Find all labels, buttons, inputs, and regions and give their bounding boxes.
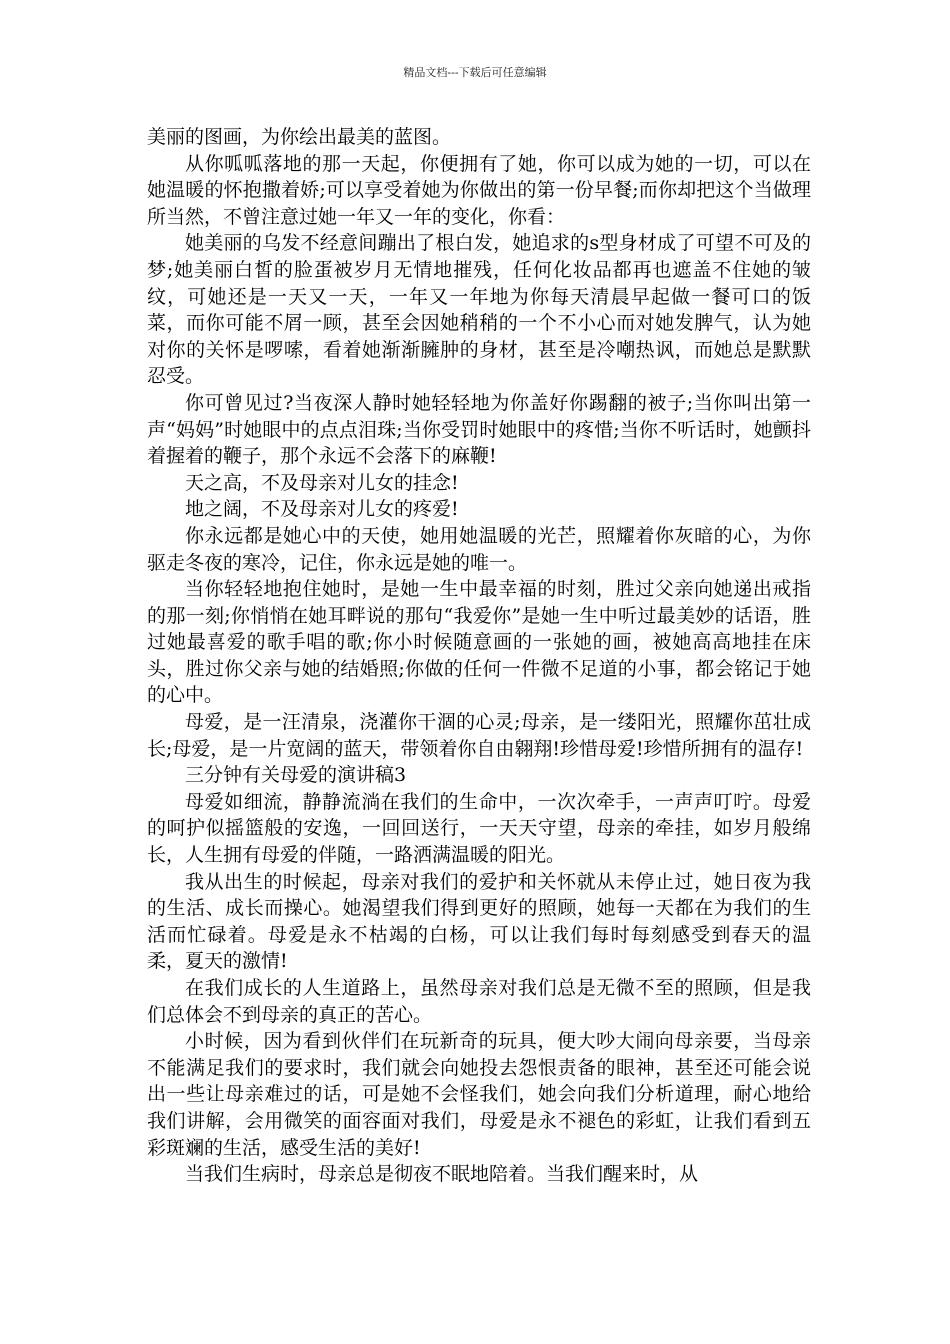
paragraph: 美丽的图画，为你绘出最美的蓝图。 <box>147 126 452 148</box>
section-heading: 三分钟有关母爱的演讲稿3 <box>185 764 407 787</box>
paragraph: 母爱如细流，静静流淌在我们的生命中，一次次牵手，一声声叮咛。母爱的呵护似摇篮般的安逸，一回回送行，一天天守望，母亲的牵挂，如岁月般绵长，人生拥有母爱的伴随，一路洒满温暖的阳光。 <box>147 790 811 867</box>
paragraph: 我从出生的时候起，母亲对我们的爱护和关怀就从未停止过，她日夜为我的生活、成长而操心。她渴望我们得到更好的照顾，她每一天都在为我们的生活而忙碌着。母爱是永不枯竭的白杨，可以让我们每时每刻感受到春天的温柔，夏天的激情! <box>147 870 811 973</box>
paragraph: 当我们生病时，母亲总是彻夜不眠地陪着。当我们醒来时，从 <box>185 1163 699 1186</box>
paragraph: 小时候，因为看到伙伴们在玩新奇的玩具，便大吵大闹向母亲要，当母亲不能满足我们的要求时，我们就会向她投去怨恨责备的眼神，甚至还可能会说出一些让母亲难过的话，可是她不会怪我们，她会向我们分析道理，耐心地给我们讲解，会用微笑的面容面对我们，母爱是永不褪色的彩虹，让我们看到五彩斑斓的生活，感受生活的美好! <box>147 1030 811 1159</box>
paragraph: 她美丽的乌发不经意间蹦出了根白发，她追求的s型身材成了可望不可及的梦;她美丽白皙的脸蛋被岁月无情地摧残，任何化妆品都再也遮盖不住她的皱纹，可她还是一天又一天，一年又一年地为你每天清晨早起做一餐可口的饭菜，而你可能不屑一顾，甚至会因她稍稍的一个不小心而对她发脾气，认为她对你的关怀是啰嗦，看着她渐渐臃肿的身材，甚至是冷嘲热讽，而她总是默默忍受。 <box>147 232 811 388</box>
paragraph: 天之高，不及母亲对儿女的挂念! <box>185 471 459 494</box>
paragraph: 在我们成长的人生道路上，虽然母亲对我们总是无微不至的照顾，但是我们总体会不到母亲的真正的苦心。 <box>147 977 811 1026</box>
paragraph: 地之阔，不及母亲对儿女的疼爱! <box>185 498 459 521</box>
paragraph: 你可曾见过?当夜深人静时她轻轻地为你盖好你踢翻的被子;当你叫出第一声“妈妈”时她眼中的点点泪珠;当你受罚时她眼中的疼惜;当你不听话时，她颤抖着握着的鞭子，那个永远不会落下的麻鞭! <box>147 391 811 468</box>
paragraph: 当你轻轻地抱住她时，是她一生中最幸福的时刻，胜过父亲向她递出戒指的那一刻;你悄悄在她耳畔说的那句“我爱你”是她一生中听过最美妙的话语，胜过她最喜爱的歌手唱的歌;你小时候随意画的一张她的画，被她高高地挂在床头，胜过你父亲与她的结婚照;你做的任何一件微不足道的小事，都会铭记于她的心中。 <box>147 578 811 707</box>
paragraph: 从你呱呱落地的那一天起，你便拥有了她，你可以成为她的一切，可以在她温暖的怀抱撒着娇;可以享受着她为你做出的第一份早餐;而你却把这个当做理所当然，不曾注意过她一年又一年的变化，你看： <box>147 152 811 228</box>
page-header: 精品文档---下载后可任意编辑 <box>403 66 547 79</box>
paragraph: 母爱，是一汪清泉，浇灌你干涸的心灵;母亲，是一缕阳光，照耀你茁壮成长;母爱，是一片宽阔的蓝天，带领着你自由翱翔!珍惜母爱!珍惜所拥有的温存! <box>147 711 811 760</box>
paragraph: 你永远都是她心中的天使，她用她温暖的光芒，照耀着你灰暗的心，为你驱走冬夜的寒冷，记住，你永远是她的唯一。 <box>147 524 811 574</box>
document-body <box>147 124 811 1188</box>
